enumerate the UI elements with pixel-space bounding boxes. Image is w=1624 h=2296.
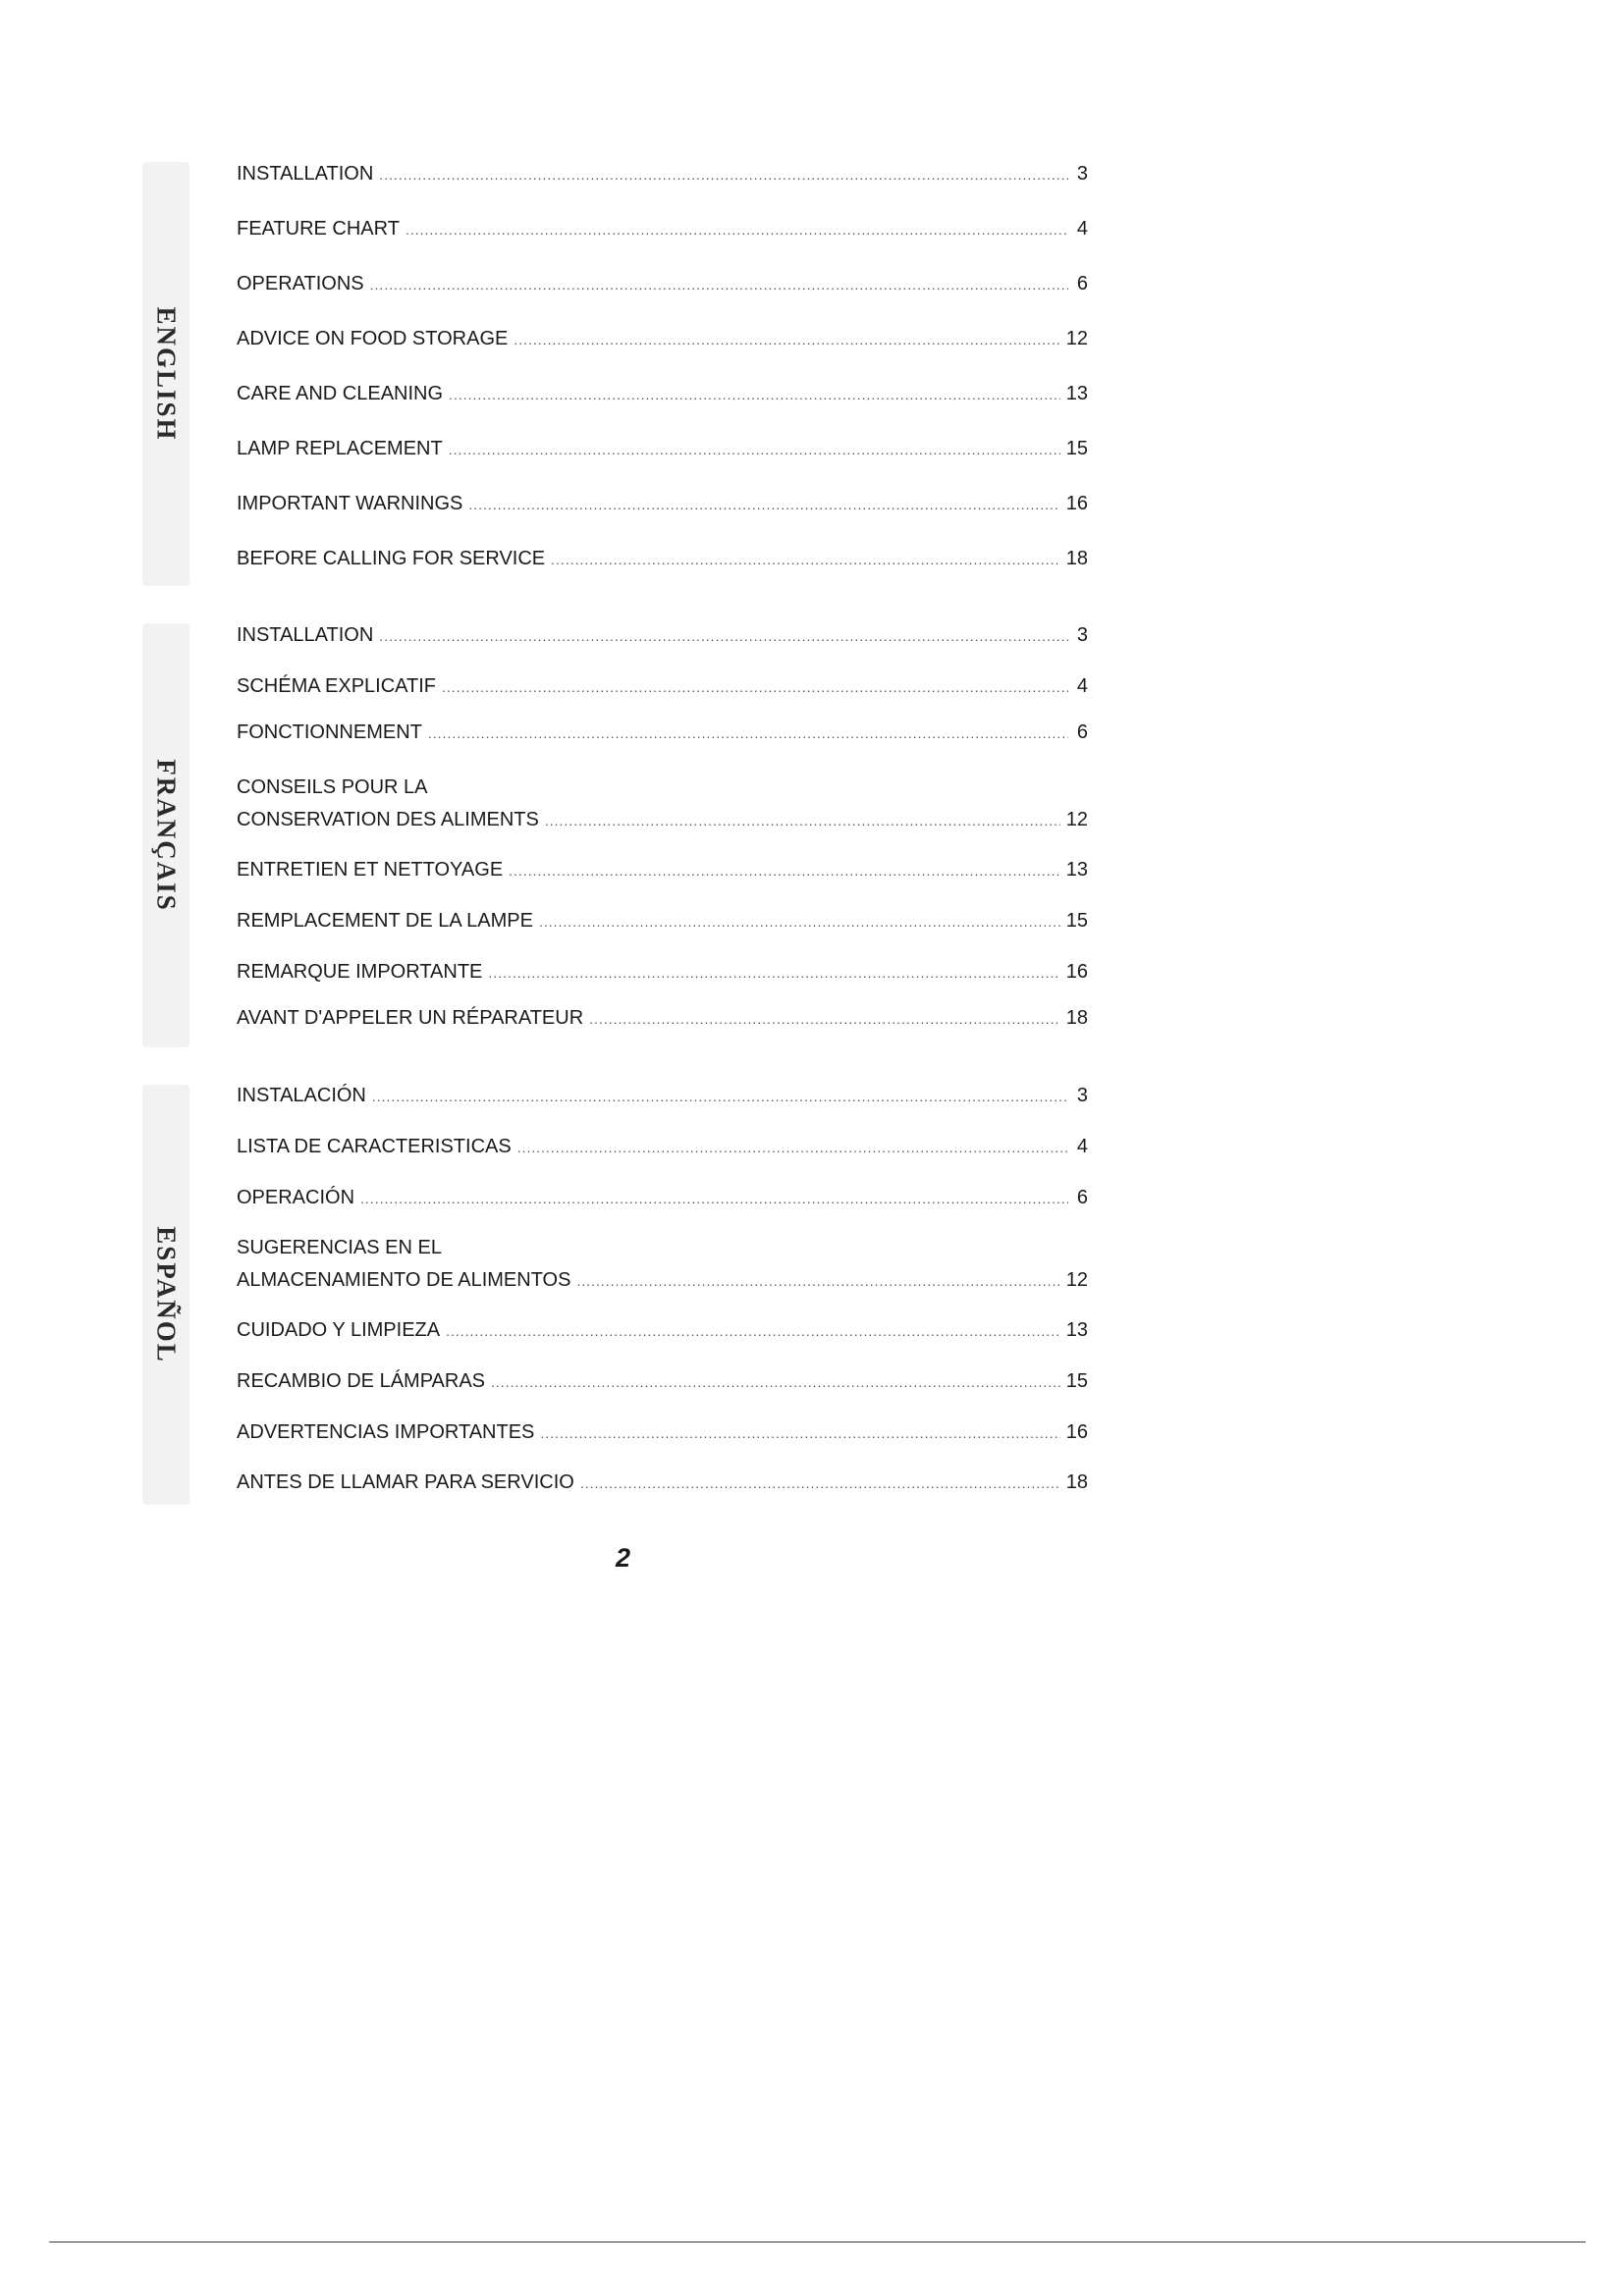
dot-leader bbox=[576, 1269, 1059, 1293]
toc-entry-page: 6 bbox=[1076, 721, 1088, 743]
toc-entry-title: LAMP REPLACEMENT bbox=[237, 438, 443, 459]
toc-entry-title: AVANT D'APPELER UN RÉPARATEUR bbox=[237, 1007, 584, 1029]
toc-entry[interactable] bbox=[237, 775, 1088, 831]
dot-leader bbox=[449, 438, 1060, 461]
toc-entry-page: 4 bbox=[1076, 675, 1088, 697]
toc-entry-page: 18 bbox=[1065, 1007, 1088, 1029]
toc-entry[interactable] bbox=[237, 1420, 1088, 1444]
toc-entry-page: 15 bbox=[1065, 438, 1088, 459]
language-label: ENGLISH bbox=[151, 306, 182, 442]
toc-entry-title: CUIDADO Y LIMPIEZA bbox=[237, 1319, 441, 1341]
dot-leader bbox=[580, 1471, 1060, 1495]
toc-entry-page: 15 bbox=[1065, 910, 1088, 932]
toc-entry-page: 18 bbox=[1065, 548, 1088, 569]
toc-entry-title: ANTES DE LLAMAR PARA SERVICIO bbox=[237, 1471, 574, 1493]
toc-entry[interactable] bbox=[237, 162, 1088, 186]
dot-leader bbox=[372, 1085, 1068, 1108]
dot-leader bbox=[517, 1136, 1068, 1159]
toc-entry-page: 13 bbox=[1065, 859, 1088, 881]
dot-leader bbox=[589, 1007, 1060, 1031]
toc-entry-page: 4 bbox=[1076, 1136, 1088, 1157]
toc-entry-title: REMARQUE IMPORTANTE bbox=[237, 961, 483, 983]
toc-entry[interactable] bbox=[237, 1006, 1088, 1030]
dot-leader bbox=[551, 548, 1060, 571]
toc-entry[interactable] bbox=[237, 1369, 1088, 1393]
toc-entry-title: INSTALLATION bbox=[237, 624, 374, 646]
toc-entry-page: 3 bbox=[1076, 624, 1088, 646]
toc-entry-title-line1: CONSEILS POUR LA bbox=[237, 776, 428, 798]
toc-entry-title: BEFORE CALLING FOR SERVICE bbox=[237, 548, 546, 569]
toc-entry-page: 16 bbox=[1065, 961, 1088, 983]
toc-entry-title: CONSERVATION DES ALIMENTS bbox=[237, 809, 539, 830]
toc-entry-title: OPERATIONS bbox=[237, 273, 364, 294]
toc-entry-title: ADVICE ON FOOD STORAGE bbox=[237, 328, 509, 349]
toc-entry-page: 12 bbox=[1065, 1269, 1088, 1291]
toc-entry[interactable] bbox=[237, 1084, 1088, 1107]
toc-entry[interactable] bbox=[237, 909, 1088, 933]
toc-entry[interactable] bbox=[237, 1135, 1088, 1158]
toc-entry-title-line1: SUGERENCIAS EN EL bbox=[237, 1237, 442, 1258]
toc-entry[interactable] bbox=[237, 272, 1088, 295]
dot-leader bbox=[442, 675, 1068, 699]
language-tab-english bbox=[142, 162, 189, 586]
toc-entry[interactable] bbox=[237, 1186, 1088, 1209]
toc-entry-title: INSTALACIÓN bbox=[237, 1085, 366, 1106]
dot-leader bbox=[509, 859, 1060, 882]
toc-entry-title: FEATURE CHART bbox=[237, 218, 400, 240]
footer-divider bbox=[49, 2241, 1586, 2243]
dot-leader bbox=[539, 910, 1060, 934]
dot-leader bbox=[449, 383, 1060, 406]
dot-leader bbox=[540, 1421, 1059, 1445]
toc-entry-title: FONCTIONNEMENT bbox=[237, 721, 422, 743]
dot-leader bbox=[428, 721, 1068, 745]
toc-entry-page: 13 bbox=[1065, 1319, 1088, 1341]
dot-leader bbox=[360, 1187, 1068, 1210]
dot-leader bbox=[379, 163, 1068, 187]
toc-entry-title: ALMACENAMIENTO DE ALIMENTOS bbox=[237, 1269, 571, 1291]
toc-entry[interactable] bbox=[237, 327, 1088, 350]
toc-entry-page: 18 bbox=[1065, 1471, 1088, 1493]
toc-entry[interactable] bbox=[237, 1470, 1088, 1494]
toc-entry-title: SCHÉMA EXPLICATIF bbox=[237, 675, 437, 697]
dot-leader bbox=[488, 961, 1059, 985]
toc-entry-title: REMPLACEMENT DE LA LAMPE bbox=[237, 910, 533, 932]
toc-entry-title: CARE AND CLEANING bbox=[237, 383, 444, 404]
language-tab-espanol bbox=[142, 1085, 189, 1505]
toc-entry[interactable] bbox=[237, 382, 1088, 405]
dot-leader bbox=[406, 218, 1068, 241]
toc-entry-page: 3 bbox=[1076, 1085, 1088, 1106]
language-tab-francais bbox=[142, 623, 189, 1047]
toc-entry[interactable] bbox=[237, 960, 1088, 984]
toc-entry[interactable] bbox=[237, 623, 1088, 647]
toc-entry-page: 12 bbox=[1065, 809, 1088, 830]
toc-entry-title: OPERACIÓN bbox=[237, 1187, 355, 1208]
toc-entry-page: 3 bbox=[1076, 163, 1088, 185]
language-label: ESPAÑOL bbox=[151, 1226, 182, 1363]
toc-entry-page: 13 bbox=[1065, 383, 1088, 404]
toc-entry[interactable] bbox=[237, 721, 1088, 744]
toc-entry[interactable] bbox=[237, 674, 1088, 698]
toc-entry-title: LISTA DE CARACTERISTICAS bbox=[237, 1136, 512, 1157]
toc-entry-title: ENTRETIEN ET NETTOYAGE bbox=[237, 859, 504, 881]
dot-leader bbox=[379, 624, 1068, 648]
dot-leader bbox=[370, 273, 1068, 296]
toc-entry[interactable] bbox=[237, 492, 1088, 515]
dot-leader bbox=[468, 493, 1059, 516]
toc-entry[interactable] bbox=[237, 217, 1088, 240]
toc-entry[interactable] bbox=[237, 437, 1088, 460]
dot-leader bbox=[545, 809, 1060, 832]
toc-entry[interactable] bbox=[237, 547, 1088, 570]
toc-entry[interactable] bbox=[237, 1318, 1088, 1342]
page-number: 2 bbox=[616, 1543, 631, 1573]
dot-leader bbox=[446, 1319, 1060, 1343]
toc-entry-title: RECAMBIO DE LÁMPARAS bbox=[237, 1370, 486, 1392]
toc-entry-page: 16 bbox=[1065, 493, 1088, 514]
language-label: FRANÇAIS bbox=[151, 759, 182, 912]
toc-entry-title: ADVERTENCIAS IMPORTANTES bbox=[237, 1421, 535, 1443]
toc-entry-page: 6 bbox=[1076, 273, 1088, 294]
toc-entry[interactable] bbox=[237, 858, 1088, 881]
dot-leader bbox=[514, 328, 1059, 351]
toc-entry-page: 15 bbox=[1065, 1370, 1088, 1392]
dot-leader bbox=[491, 1370, 1060, 1394]
toc-entry-title: INSTALLATION bbox=[237, 163, 374, 185]
toc-entry[interactable] bbox=[237, 1236, 1088, 1292]
toc-entry-page: 12 bbox=[1065, 328, 1088, 349]
toc-entry-page: 4 bbox=[1076, 218, 1088, 240]
toc-entry-page: 6 bbox=[1076, 1187, 1088, 1208]
toc-entry-title: IMPORTANT WARNINGS bbox=[237, 493, 463, 514]
toc-entry-page: 16 bbox=[1065, 1421, 1088, 1443]
